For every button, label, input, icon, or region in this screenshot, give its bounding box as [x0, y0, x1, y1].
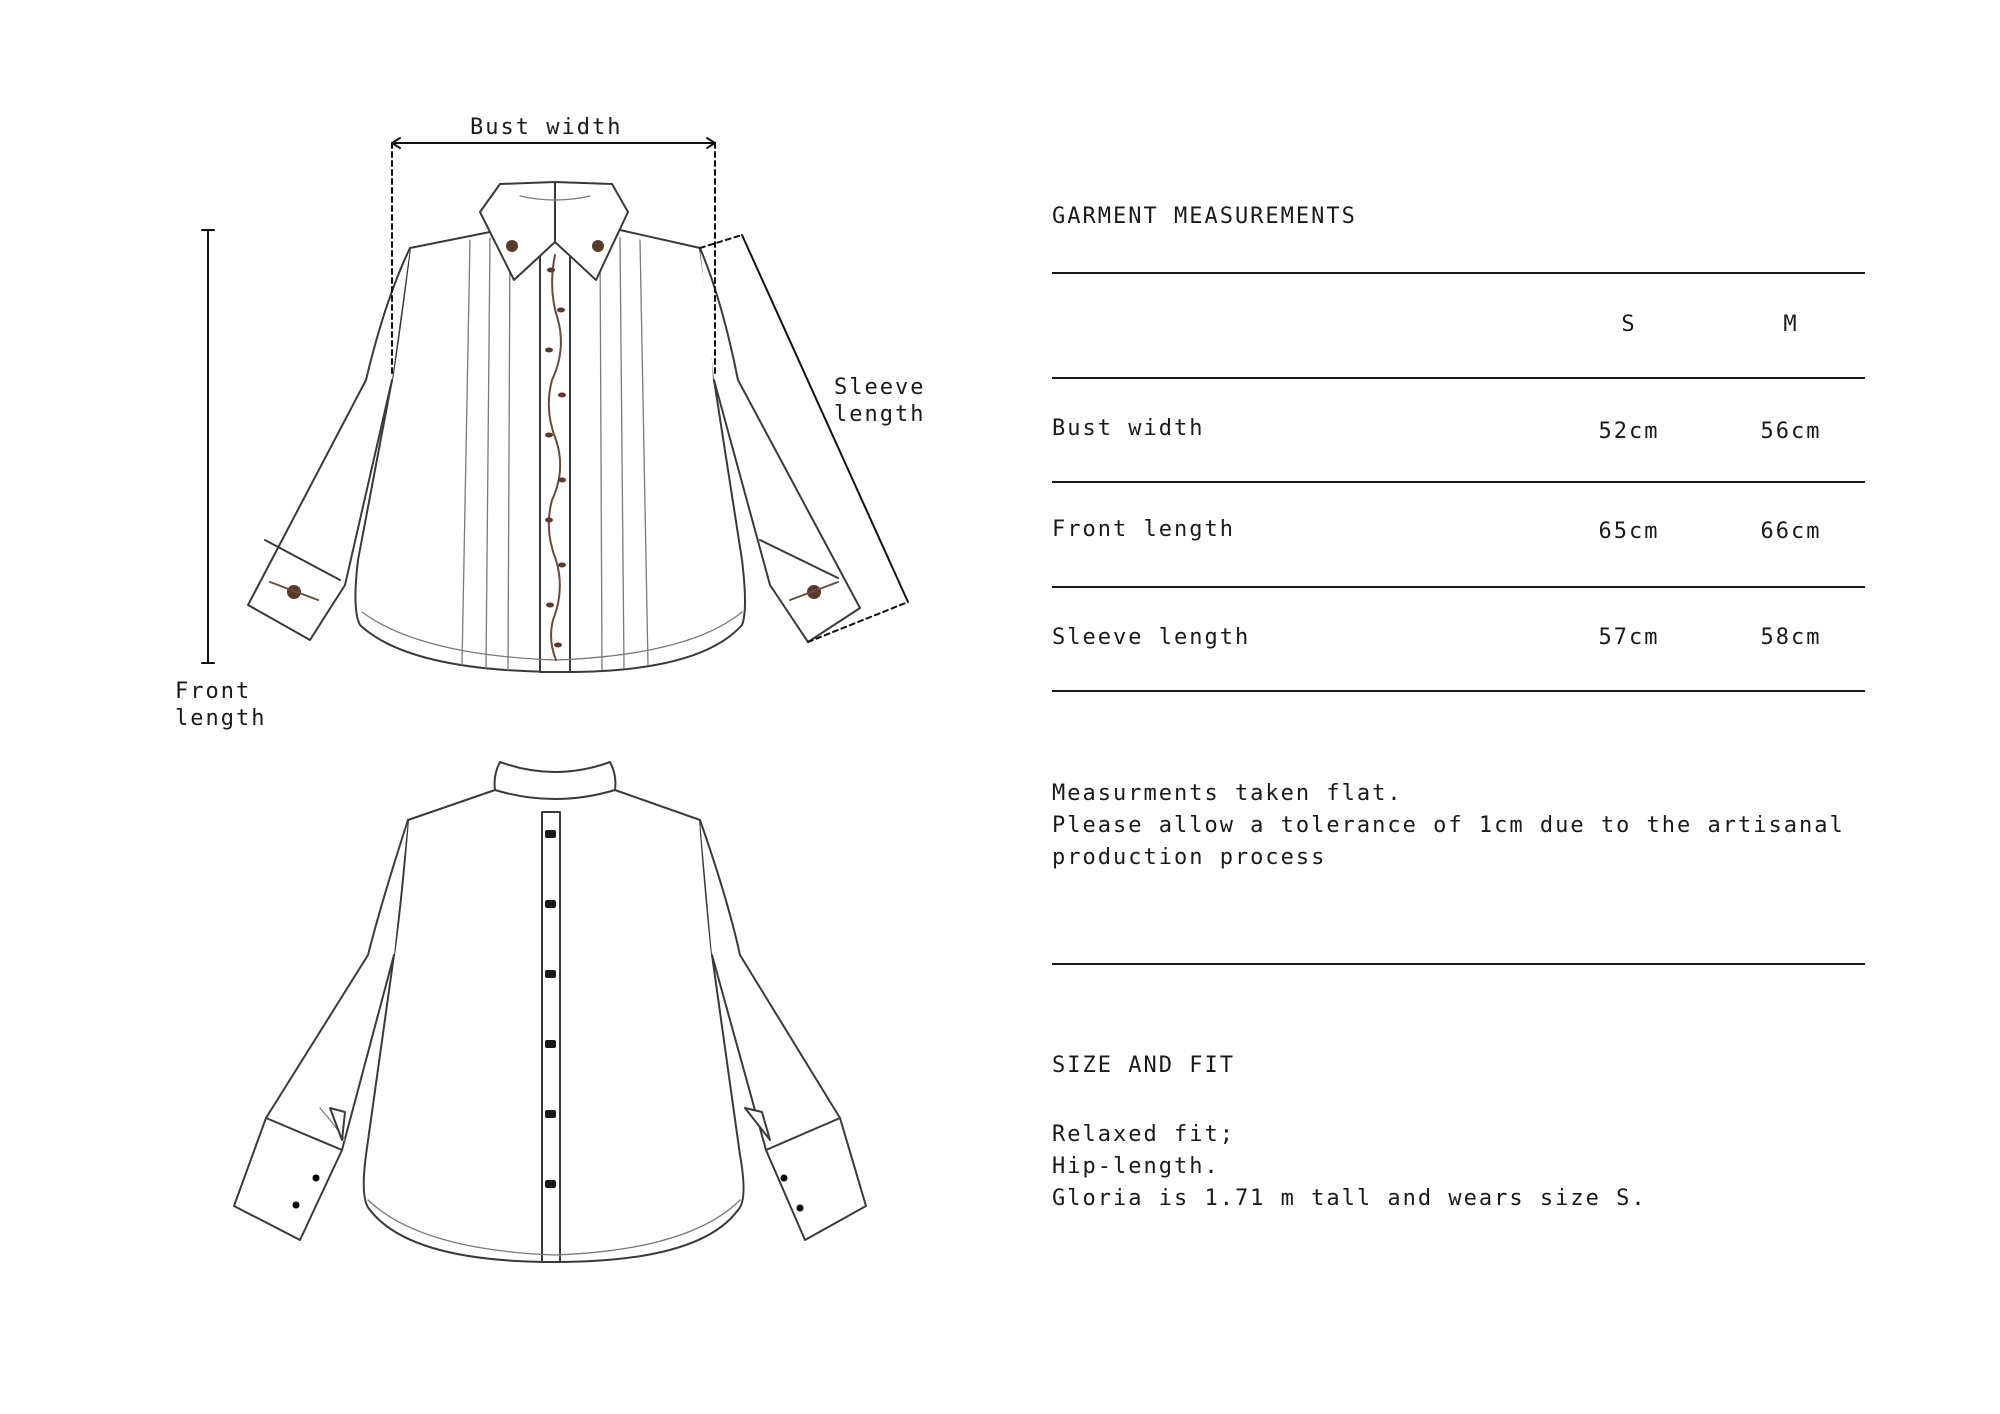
- fit-line-2: Hip-length.: [1052, 1154, 1220, 1179]
- row-label-bust-width: Bust width: [1052, 416, 1205, 441]
- value-bust-width-s: 52cm: [1598, 419, 1660, 444]
- table-rule-header: [1052, 377, 1865, 379]
- size-header-m: M: [1783, 312, 1799, 337]
- value-sleeve-length-m: 58cm: [1760, 625, 1822, 650]
- sleeve-length-label: Sleeve length: [834, 375, 926, 427]
- bust-width-label: Bust width: [470, 115, 623, 140]
- value-front-length-s: 65cm: [1598, 519, 1660, 544]
- fit-line-3: Gloria is 1.71 m tall and wears size S.: [1052, 1186, 1647, 1211]
- table-rule-bottom: [1052, 690, 1865, 692]
- measurement-note: [1052, 778, 1912, 874]
- note-line-1: Measurments taken flat.: [1052, 781, 1403, 806]
- table-rule-top: [1052, 272, 1865, 274]
- value-front-length-m: 66cm: [1760, 519, 1822, 544]
- note-rule: [1052, 963, 1865, 965]
- note-line-2: Please allow a tolerance of 1cm due to the artisanal: [1052, 813, 1845, 838]
- row-label-sleeve-length: Sleeve length: [1052, 625, 1251, 650]
- value-sleeve-length-s: 57cm: [1598, 625, 1660, 650]
- fit-line-1: Relaxed fit;: [1052, 1122, 1235, 1147]
- measurements-title: GARMENT MEASUREMENTS: [1052, 204, 1357, 229]
- size-fit-title: SIZE AND FIT: [1052, 1053, 1235, 1078]
- shirt-back-drawing: [0, 0, 960, 1414]
- note-line-3: production process: [1052, 845, 1327, 870]
- size-header-s: S: [1621, 312, 1637, 337]
- table-rule-row1: [1052, 481, 1865, 483]
- size-fit-text: [1052, 1119, 1912, 1215]
- table-rule-row2: [1052, 586, 1865, 588]
- front-length-label: Front length: [175, 679, 267, 731]
- row-label-front-length: Front length: [1052, 517, 1235, 542]
- value-bust-width-m: 56cm: [1760, 419, 1822, 444]
